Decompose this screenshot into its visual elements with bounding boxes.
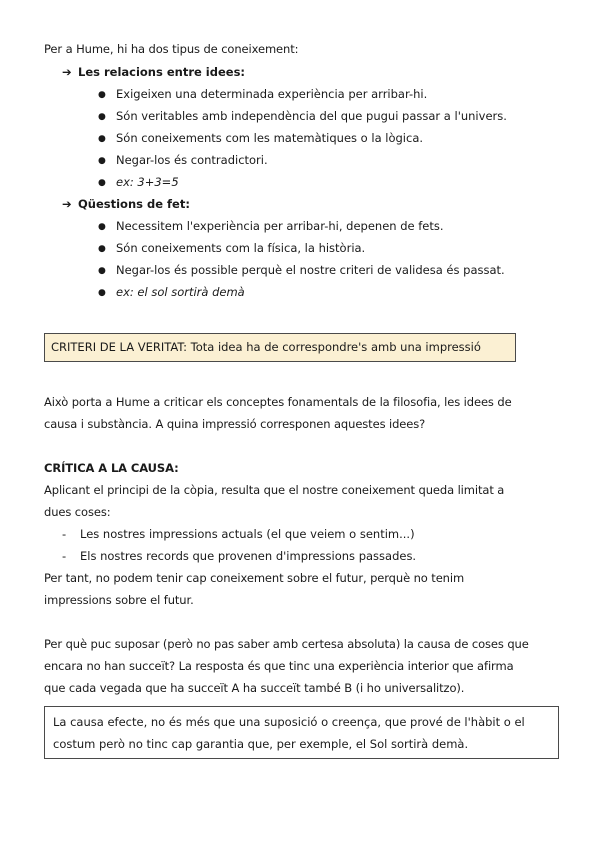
bullet-icon: ●: [98, 266, 106, 276]
callout-line: costum però no tinc cap garantia que, per exemple, el Sol sortirà demà.: [53, 737, 469, 751]
bullet-icon: ●: [98, 112, 106, 122]
list-item-text: Necessitem l'experiència per arribar-hi, depenen de fets.: [116, 219, 444, 233]
list-item: [98, 109, 507, 123]
dash-icon: -: [62, 527, 67, 541]
paragraph-line: Aplicant el principi de la còpia, resulta que el nostre coneixement queda limitat a: [44, 483, 505, 497]
causa-callout: [44, 706, 559, 759]
criteri-callout: CRITERI DE LA VERITAT: Tota idea ha de correspondre's amb una impressió: [44, 333, 516, 362]
paragraph-line: Per tant, no podem tenir cap coneixement sobre el futur, perquè no tenim: [44, 571, 465, 585]
paragraph-line: impressions sobre el futur.: [44, 593, 194, 607]
list-item: [98, 241, 365, 255]
dash-item: [62, 549, 416, 563]
paragraph-line: Per què puc suposar (però no pas saber amb certesa absoluta) la causa de coses que: [44, 637, 529, 651]
list-item: [98, 131, 423, 145]
list-item: [98, 87, 427, 101]
paragraph-line: Això porta a Hume a criticar els conceptes fonamentals de la filosofia, les idees de: [44, 395, 512, 409]
list-item-text: Són coneixements com les matemàtiques o la lògica.: [116, 131, 424, 145]
list-item-text: ex: el sol sortirà demà: [116, 285, 245, 299]
list-item: [98, 219, 444, 233]
dash-item-text: Les nostres impressions actuals (el que veiem o sentim...): [80, 527, 415, 541]
list-item-text: ex: 3+3=5: [116, 175, 179, 189]
relacions-heading: [62, 65, 245, 79]
list-item-text: Negar-los és contradictori.: [116, 153, 268, 167]
dash-icon: -: [62, 549, 67, 563]
bullet-icon: ●: [98, 134, 106, 144]
intro-text: Per a Hume, hi ha dos tipus de coneixement:: [44, 42, 299, 56]
dash-item-text: Els nostres records que provenen d'impressions passades.: [80, 549, 417, 563]
paragraph-line: causa i substància. A quina impressió corresponen aquestes idees?: [44, 417, 426, 431]
bullet-icon: ●: [98, 156, 106, 166]
bullet-icon: ●: [98, 178, 106, 188]
bullet-icon: ●: [98, 90, 106, 100]
callout-line: La causa efecte, no és més que una suposició o creença, que prové de l'hàbit o el: [53, 715, 525, 729]
list-item-text: Són veritables amb independència del que pugui passar a l'univers.: [116, 109, 507, 123]
list-item: [98, 263, 505, 277]
arrow-icon: ➔: [62, 65, 72, 79]
list-item: [98, 153, 268, 167]
paragraph-line: que cada vegada que ha succeït A ha succeït també B (i ho universalitzo).: [44, 681, 465, 695]
dash-item: [62, 527, 415, 541]
relacions-heading-label: Les relacions entre idees:: [78, 65, 246, 79]
list-item: [98, 175, 179, 189]
questions-heading: [62, 197, 190, 211]
arrow-icon: ➔: [62, 197, 72, 211]
causa-heading: CRÍTICA A LA CAUSA:: [44, 461, 179, 475]
list-item-text: Negar-los és possible perquè el nostre criteri de validesa és passat.: [116, 263, 505, 277]
paragraph-line: dues coses:: [44, 505, 111, 519]
list-item-text: Exigeixen una determinada experiència per arribar-hi.: [116, 87, 428, 101]
paragraph-line: encara no han succeït? La resposta és que tinc una experiència interior que afirma: [44, 659, 514, 673]
list-item: [98, 285, 245, 299]
bullet-icon: ●: [98, 244, 106, 254]
bullet-icon: ●: [98, 222, 106, 232]
list-item-text: Són coneixements com la física, la història.: [116, 241, 366, 255]
questions-heading-label: Qüestions de fet:: [78, 197, 190, 211]
bullet-icon: ●: [98, 288, 106, 298]
